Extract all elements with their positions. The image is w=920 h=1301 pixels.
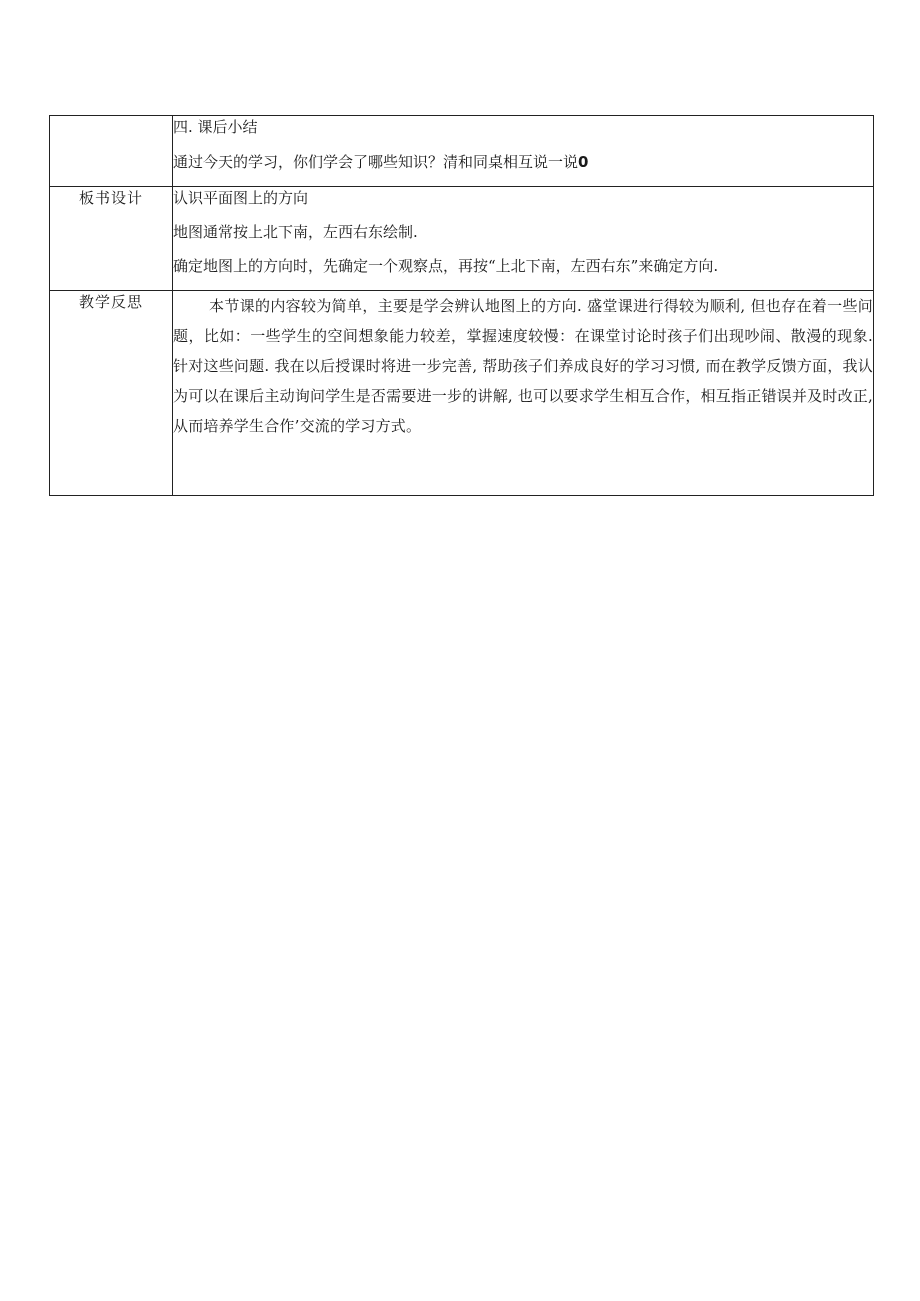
lesson-plan-table — [49, 115, 874, 496]
board-design-content — [173, 187, 874, 291]
summary-trailing-mark: 0 — [578, 153, 589, 171]
reflection-paragraph: 本节课的内容较为简单，主要是学会辨认地图上的方向. 盛堂课进行得较为顺利, 但也存在着一些问题，比如：一些学生的空间想象能力较差，掌握速度较慢：在课堂讨论时孩子们出现吵闹、散漫的现象. 针对这些问题. 我在以后授课时将进一步完善, 帮助孩子们养成良好的学习习惯, 而在教学反馈方面，我认为可以在课后主动询问学生是否需要进一步的讲解, 也可以要求学生相互合作，相互指正错误并及时改正, 从而培养学生合作’交流的学习方式。 — [173, 297, 873, 435]
board-design-line-2: 地图通常按上北下南，左西右东绘制. — [173, 223, 418, 241]
summary-heading: 四. 课后小结 — [173, 118, 258, 136]
table-row-summary — [50, 116, 874, 187]
board-design-line-3: 确定地图上的方向时，先确定一个观察点，再按“上北下南，左西右东”来确定方向. — [173, 257, 719, 275]
row-label-empty — [50, 116, 173, 187]
summary-text: 通过今天的学习，你们学会了哪些知识？清和同桌相互说一说0 — [173, 153, 589, 171]
board-design-line-1: 认识平面图上的方向 — [173, 189, 309, 207]
summary-content — [173, 116, 874, 187]
row-label-reflection: 教学反思 — [50, 291, 173, 496]
reflection-content — [173, 291, 874, 496]
table-row-board-design — [50, 187, 874, 291]
table-row-reflection — [50, 291, 874, 496]
row-label-board-design: 板书设计 — [50, 187, 173, 291]
